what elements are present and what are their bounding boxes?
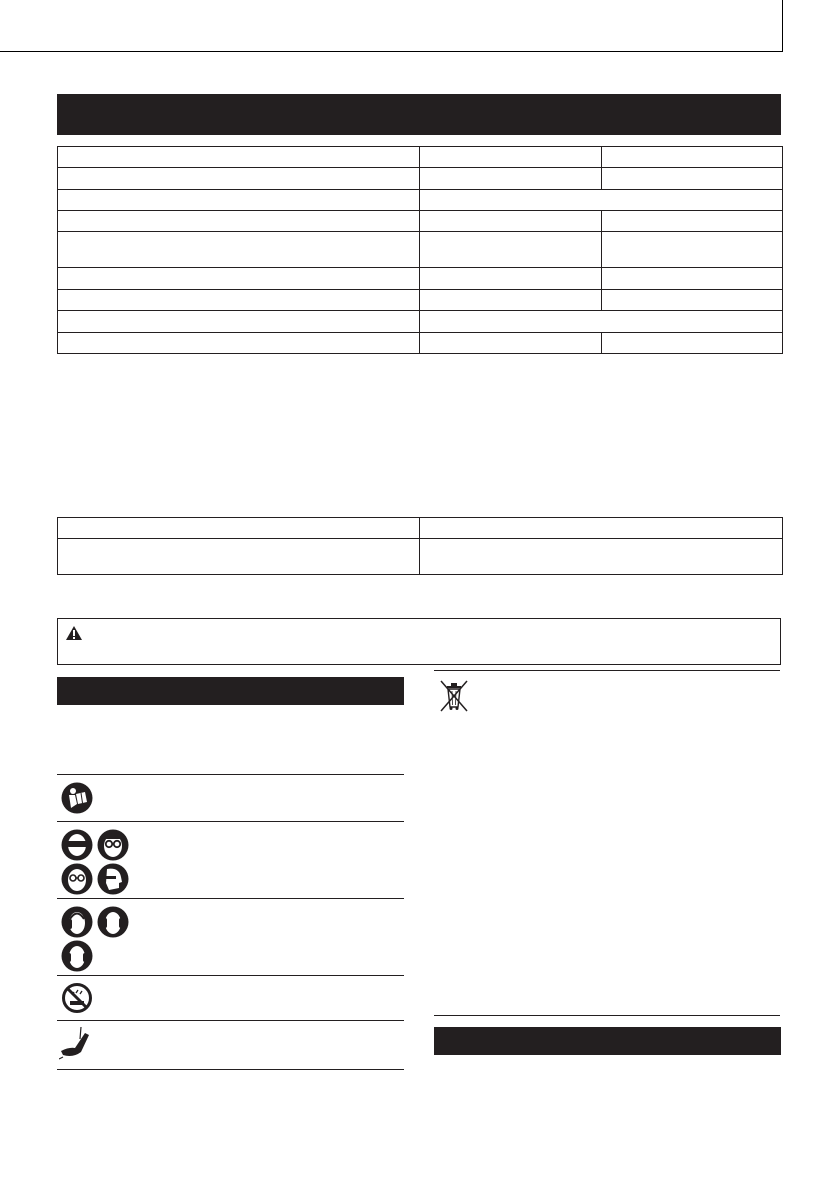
spec-label bbox=[58, 311, 420, 333]
spec-value bbox=[420, 268, 602, 290]
page-corner-line bbox=[0, 0, 783, 52]
earplugs-icon bbox=[61, 940, 93, 972]
vibration-value bbox=[420, 539, 783, 575]
spec-label bbox=[58, 211, 420, 232]
spec-value bbox=[420, 232, 602, 268]
vibration-value bbox=[420, 518, 783, 539]
spec-value bbox=[602, 290, 783, 311]
face-goggles-icon bbox=[97, 829, 129, 861]
spec-label bbox=[58, 232, 420, 268]
safety-glasses-icon bbox=[61, 863, 93, 895]
spec-value bbox=[602, 168, 783, 190]
spec-row bbox=[58, 290, 783, 311]
symbols-section-title bbox=[57, 683, 63, 698]
crossed-bin-icon bbox=[437, 679, 471, 717]
spec-row bbox=[58, 168, 783, 190]
divider bbox=[57, 1069, 404, 1070]
side-glasses-icon bbox=[97, 863, 129, 895]
spec-row bbox=[58, 147, 783, 168]
vibration-row bbox=[58, 518, 783, 539]
vibration-table bbox=[57, 517, 783, 575]
spec-value bbox=[420, 147, 602, 168]
symbol-item bbox=[57, 775, 404, 821]
thrown-objects-icon bbox=[59, 1027, 95, 1061]
spec-label bbox=[58, 168, 420, 190]
divider bbox=[434, 1015, 780, 1016]
spec-label bbox=[58, 190, 420, 211]
symbols-section-band bbox=[57, 677, 404, 705]
spec-value bbox=[420, 190, 783, 211]
spec-label bbox=[58, 290, 420, 311]
spec-value bbox=[602, 268, 783, 290]
symbol-item bbox=[57, 976, 404, 1020]
specifications-table bbox=[57, 146, 783, 354]
earmuffs-icon bbox=[61, 906, 93, 938]
spec-row bbox=[58, 190, 783, 211]
header-band-title bbox=[57, 106, 65, 122]
symbol-item bbox=[57, 1021, 404, 1069]
spec-label bbox=[58, 268, 420, 290]
header-band bbox=[57, 94, 781, 135]
goggles-icon bbox=[61, 829, 93, 861]
spec-label bbox=[58, 147, 420, 168]
spec-value bbox=[420, 311, 783, 333]
spec-row bbox=[58, 311, 783, 333]
spec-value bbox=[602, 211, 783, 232]
spec-value bbox=[602, 147, 783, 168]
spec-row bbox=[58, 268, 783, 290]
spec-value bbox=[602, 232, 783, 268]
spec-row bbox=[58, 232, 783, 268]
divider bbox=[434, 670, 780, 671]
warning-triangle-icon bbox=[65, 625, 83, 646]
bottom-right-title bbox=[434, 1033, 440, 1048]
spec-label bbox=[58, 333, 420, 354]
spec-value bbox=[420, 290, 602, 311]
spec-value bbox=[420, 333, 602, 354]
warning-box bbox=[57, 618, 781, 665]
ear-protection-icon bbox=[97, 906, 129, 938]
bottom-right-band bbox=[434, 1027, 781, 1055]
symbol-item bbox=[57, 822, 404, 898]
vibration-row bbox=[58, 539, 783, 575]
vibration-label bbox=[58, 518, 420, 539]
spec-row bbox=[58, 333, 783, 354]
no-rain-exposure-icon bbox=[61, 982, 93, 1014]
spec-value bbox=[420, 211, 602, 232]
symbol-item bbox=[57, 899, 404, 975]
spec-value bbox=[602, 333, 783, 354]
read-manual-icon bbox=[61, 782, 93, 814]
spec-row bbox=[58, 211, 783, 232]
vibration-label bbox=[58, 539, 420, 575]
spec-value bbox=[420, 168, 602, 190]
